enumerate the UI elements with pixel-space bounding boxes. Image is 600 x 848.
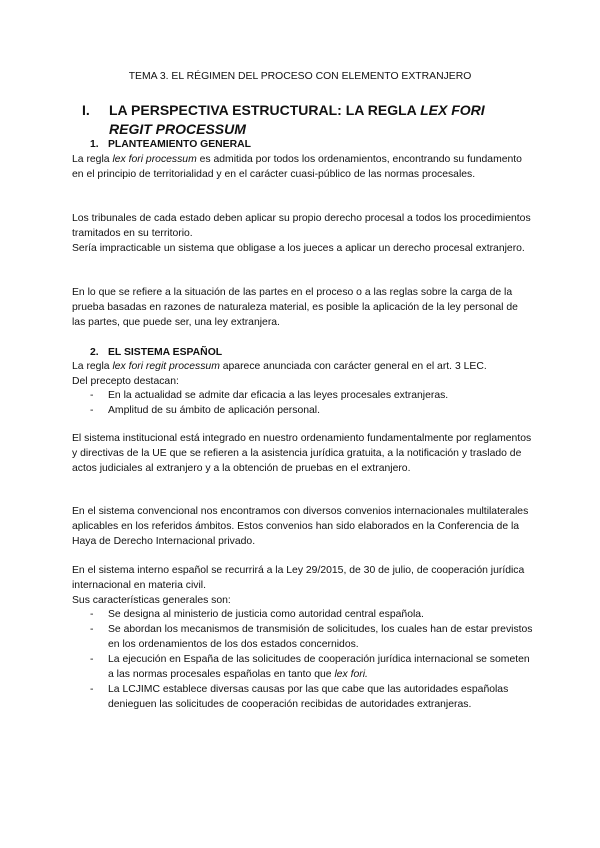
list-item [72, 607, 534, 622]
section-heading [109, 101, 529, 139]
text-run: Sus características generales son: [72, 595, 231, 606]
list-item-text: Se designa al ministerio de justicia como autoridad central española. [108, 609, 424, 620]
list-item [72, 388, 534, 403]
subsection-heading-1 [90, 137, 251, 152]
italic-term: lex fori. [334, 669, 368, 680]
section-heading-text: LA PERSPECTIVA ESTRUCTURAL: LA REGLA [109, 102, 421, 118]
list-item-text: Se abordan los mecanismos de transmisión de solicitudes, los cuales han de estar previstos en los ordenamientos de los dos estados concernidos. [108, 624, 533, 650]
paragraph: Sería impracticable un sistema que obligase a los jueces a aplicar un derecho procesal extranjero. [72, 243, 525, 254]
dash-bullet: - [90, 624, 94, 635]
dash-bullet: - [90, 390, 94, 401]
subsection-number: 1. [90, 139, 99, 150]
list-item-text: Amplitud de su ámbito de aplicación personal. [108, 405, 320, 416]
bullet-list [72, 607, 534, 712]
subsection-title: PLANTEAMIENTO GENERAL [108, 139, 251, 150]
text-run: La regla [72, 154, 113, 165]
list-item [72, 682, 534, 712]
text-run: En el sistema interno español se recurrirá a la Ley 29/2015, de 30 de julio, de cooperación jurídica internacional en materia civil. [72, 565, 525, 591]
dash-bullet: - [90, 609, 94, 620]
list-item [72, 652, 534, 682]
dash-bullet: - [90, 654, 94, 665]
paragraph: El sistema institucional está integrado en nuestro ordenamiento fundamentalmente por reglamentos y directivas de la UE que se refieren a la asistencia jurídica gratuita, a la notificación y traslado de actos judiciales al extranjero y a la obtención de pruebas en el extranjero. [72, 433, 532, 474]
text-run: La regla [72, 361, 113, 372]
paragraph: En lo que se refiere a la situación de las partes en el proceso o a las reglas sobre la carga de la prueba basadas en razones de naturaleza material, es posible la aplicación de la ley personal de las partes, que puede ser, una ley extranjera. [72, 287, 518, 328]
dash-bullet: - [90, 684, 94, 695]
italic-term: lex fori regit processum [112, 361, 220, 372]
text-run: es admitida por todos los ordenamientos, encontrando su fundamento en el principio de territorialidad y en el carácter cuasi-público de las normas procesales. [72, 154, 522, 180]
list-item [72, 403, 534, 418]
document-title: TEMA 3. EL RÉGIMEN DEL PROCESO CON ELEMENTO EXTRANJERO [128, 71, 472, 82]
list-item [72, 622, 534, 652]
dash-bullet: - [90, 405, 94, 416]
list-item-text: En la actualidad se admite dar eficacia a las leyes procesales extranjeras. [108, 390, 449, 401]
text-run: Del precepto destacan: [72, 376, 179, 387]
section-number: I. [82, 102, 90, 118]
bullet-list [72, 388, 534, 418]
list-item-text: La ejecución en España de las solicitudes de cooperación jurídica internacional se someten a las normas procesales españolas en tanto que [108, 654, 530, 680]
paragraph [72, 563, 534, 608]
paragraph [72, 152, 534, 182]
subsection-number: 2. [90, 347, 99, 358]
list-item-text: La LCJIMC establece diversas causas por las que cabe que las autoridades españolas denieguen las solicitudes de cooperación recibidas de autoridades extranjeras. [108, 684, 509, 710]
section-heading-italic: LEX FORI REGIT PROCESSUM [109, 102, 485, 137]
italic-term: lex fori processum [112, 154, 197, 165]
subsection-title: EL SISTEMA ESPAÑOL [108, 347, 223, 358]
text-run: aparece anunciada con carácter general en el art. 3 LEC. [219, 361, 487, 372]
paragraph: En el sistema convencional nos encontramos con diversos convenios internacionales multilaterales aplicables en los referidos ámbitos. Estos convenios han sido elaborados en la Conferencia de la Haya de Derecho Internacional privado. [72, 506, 529, 547]
subsection-heading-2 [90, 345, 222, 360]
paragraph [72, 359, 534, 389]
paragraph: Los tribunales de cada estado deben aplicar su propio derecho procesal a todos los procedimientos tramitados en su territorio. [72, 213, 531, 239]
